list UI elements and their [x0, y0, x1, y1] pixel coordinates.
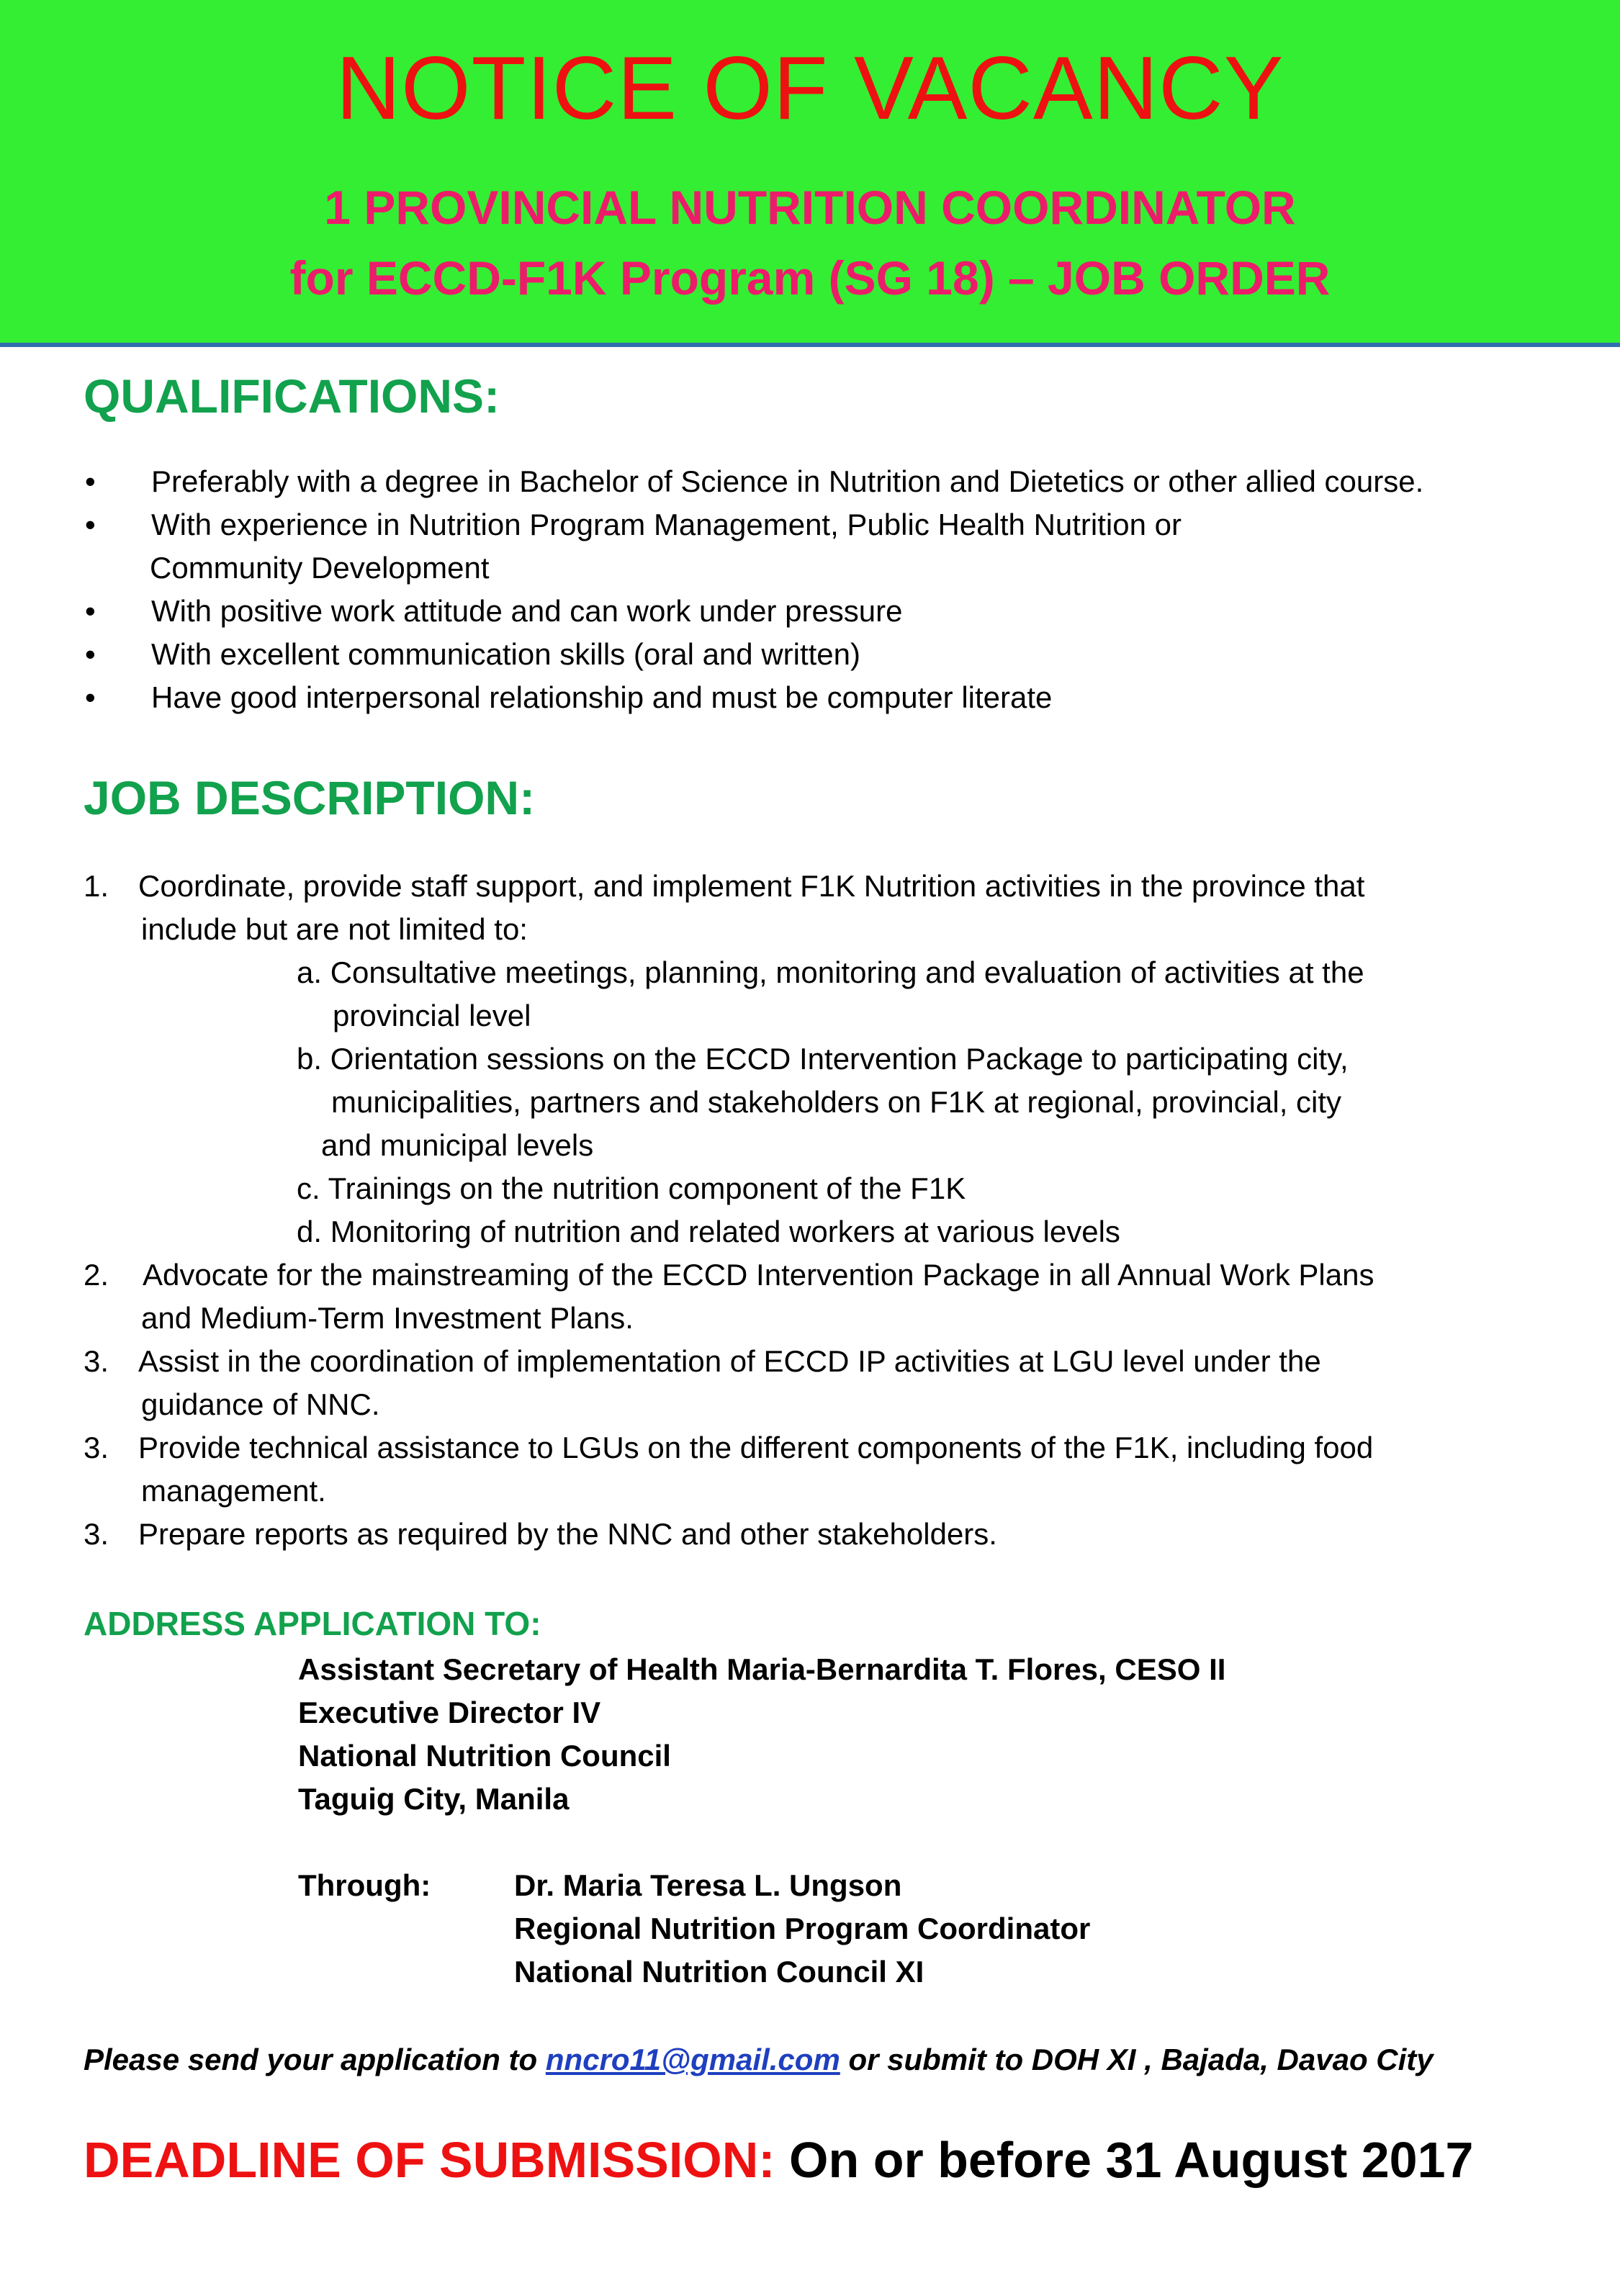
through-title: Regional Nutrition Program Coordinator — [514, 1912, 1091, 1945]
bullet: • — [85, 637, 96, 671]
list-number: 3. — [84, 1517, 109, 1551]
qualification-item: Preferably with a degree in Bachelor of Science in Nutrition and Dietetics or other allied course. — [151, 464, 1424, 498]
list-number: 3. — [84, 1431, 109, 1464]
job-subitem: b. Orientation sessions on the ECCD Intervention Package to participating city, — [297, 1042, 1349, 1076]
job-subitem: and municipal levels — [321, 1128, 594, 1162]
job-subitem: c. Trainings on the nutrition component of the F1K — [297, 1171, 966, 1205]
bullet: • — [85, 594, 96, 628]
bullet: • — [85, 508, 96, 541]
job-item: Coordinate, provide staff support, and implement F1K Nutrition activities in the province that — [138, 869, 1365, 903]
qualifications-heading: QUALIFICATIONS: — [84, 369, 500, 423]
job-item: Prepare reports as required by the NNC and other stakeholders. — [138, 1517, 997, 1551]
list-number: 3. — [84, 1344, 109, 1378]
list-number: 1. — [84, 869, 109, 903]
job-item: and Medium-Term Investment Plans. — [141, 1301, 634, 1335]
job-description-heading: JOB DESCRIPTION: — [84, 771, 536, 824]
job-item: guidance of NNC. — [141, 1387, 380, 1421]
deadline-value: On or before 31 August 2017 — [775, 2132, 1474, 2188]
email-link[interactable]: nncro11@gmail.com — [545, 2043, 840, 2076]
deadline-label: DEADLINE OF SUBMISSION: — [84, 2132, 775, 2188]
addressee-location: Taguig City, Manila — [298, 1782, 570, 1816]
bullet: • — [85, 464, 96, 498]
deadline — [84, 2131, 1473, 2189]
bullet: • — [85, 680, 96, 714]
send-prefix: Please send your application to — [84, 2043, 546, 2076]
job-item: Advocate for the mainstreaming of the ECCD Intervention Package in all Annual Work Plans — [143, 1258, 1374, 1292]
addressee-office: National Nutrition Council — [298, 1739, 671, 1773]
job-subitem: provincial level — [333, 999, 531, 1032]
address-heading: ADDRESS APPLICATION TO: — [84, 1605, 541, 1642]
page-title: NOTICE OF VACANCY — [336, 39, 1284, 138]
header-banner — [0, 0, 1620, 347]
job-subitem: a. Consultative meetings, planning, monitoring and evaluation of activities at the — [297, 955, 1364, 989]
qualification-item: With excellent communication skills (oral and written) — [151, 637, 861, 671]
job-item: management. — [141, 1474, 326, 1508]
position-title: 1 PROVINCIAL NUTRITION COORDINATOR — [324, 181, 1296, 234]
send-suffix: or submit to DOH XI , Bajada, Davao City — [840, 2043, 1434, 2076]
job-subitem: d. Monitoring of nutrition and related workers at various levels — [297, 1215, 1120, 1248]
qualification-item: Community Development — [150, 551, 490, 585]
job-item: Provide technical assistance to LGUs on the different components of the F1K, including food — [138, 1431, 1374, 1464]
through-name: Dr. Maria Teresa L. Ungson — [514, 1868, 902, 1902]
through-office: National Nutrition Council XI — [514, 1955, 924, 1989]
job-item: include but are not limited to: — [141, 912, 528, 946]
list-number: 2. — [84, 1258, 109, 1292]
job-subitem: municipalities, partners and stakeholders on F1K at regional, provincial, city — [331, 1085, 1342, 1119]
program-title: for ECCD-F1K Program (SG 18) – JOB ORDER — [289, 251, 1331, 305]
qualification-item: With positive work attitude and can work under pressure — [151, 594, 903, 628]
addressee-title: Executive Director IV — [298, 1696, 601, 1729]
qualification-item: With experience in Nutrition Program Management, Public Health Nutrition or — [151, 508, 1182, 541]
addressee-name: Assistant Secretary of Health Maria-Bernardita T. Flores, CESO II — [298, 1652, 1226, 1686]
qualification-item: Have good interpersonal relationship and must be computer literate — [151, 680, 1053, 714]
job-item: Assist in the coordination of implementation of ECCD IP activities at LGU level under the — [138, 1344, 1321, 1378]
send-instructions — [84, 2045, 1434, 2075]
through-label: Through: — [298, 1868, 431, 1902]
